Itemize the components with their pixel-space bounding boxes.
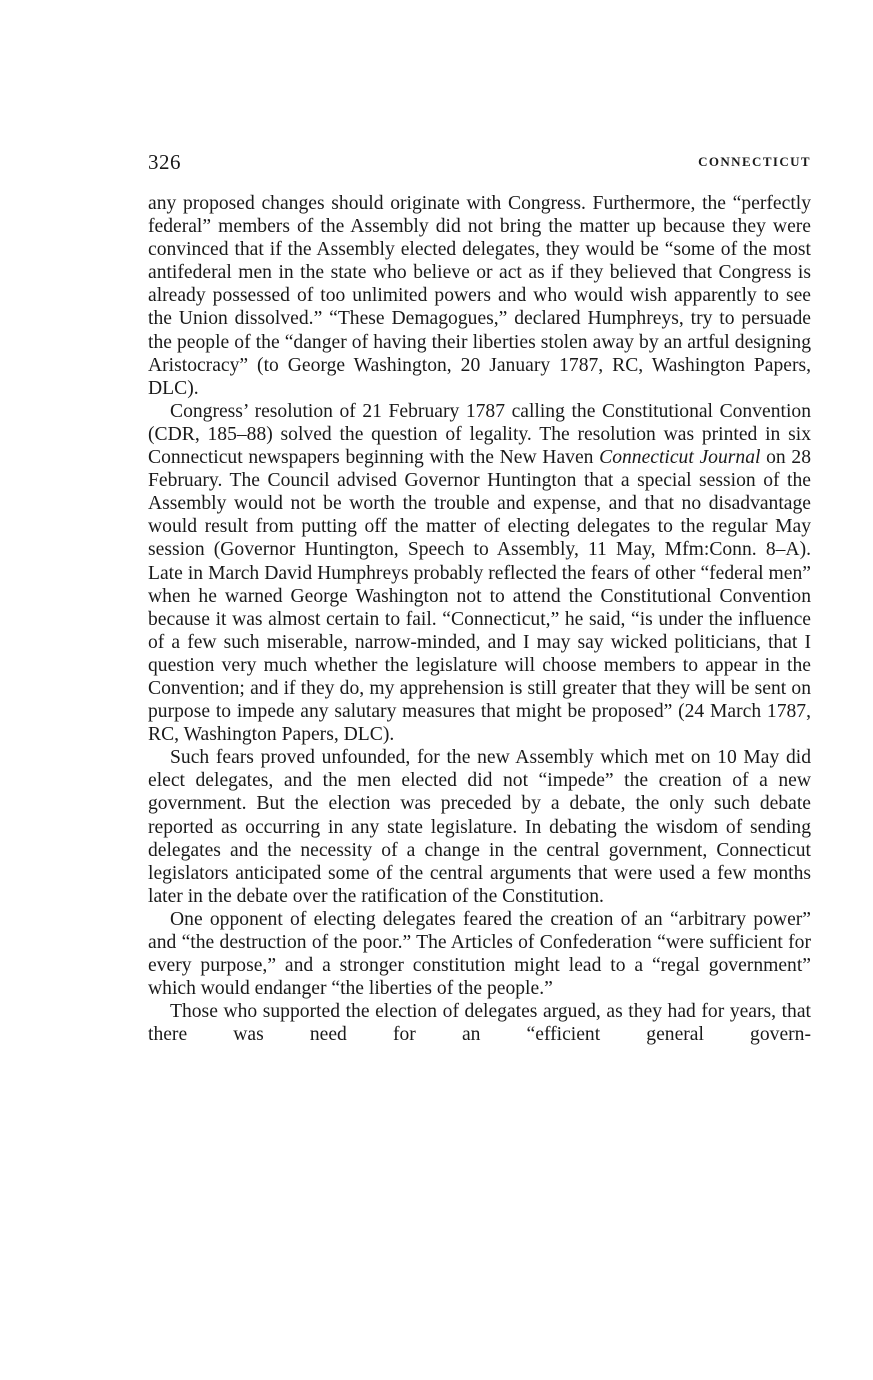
paragraph-2 [148,400,811,746]
page-number: 326 [148,150,181,174]
newspaper-title: Connecticut Journal [599,447,761,469]
body-text [148,192,811,1046]
running-head [148,150,811,178]
paragraph-1: any proposed changes should originate with Congress. Furthermore, the “perfectly federal” members of the Assembly did not bring the matter up because they were convinced that if the Assembly elected delegates, they would be “some of the most antifederal men in the state who believe or act as if they believed that Congress is already possessed of too unlimited powers and who would wish apparently to see the Union dissolved.” “These Demagogues,” declared Humphreys, try to persuade the people of the “danger of having their liberties stolen away by an artful designing Aristocracy” (to George Washington, 20 January 1787, RC, Washington Papers, DLC). [148,193,811,399]
paragraph-5: Those who supported the election of delegates argued, as they had for years, that there was need for an “efficient general govern- [148,1001,811,1046]
section-title: CONNECTICUT [698,154,811,169]
paragraph-2-text-before: Congress’ resolution of 21 February 1787 calling the Constitutional Convention (CDR, 185–88) solved the question of legality. The resolution was printed in six Connecticut newspapers beginning with the New Haven [148,400,811,469]
book-page [148,150,811,1046]
paragraph-2-text-after: on 28 February. The Council advised Governor Huntington that a special session of the Assembly would not be worth the trouble and expense, and that no disadvantage would result from putting off the matter of electing delegates to the regular May session (Governor Huntington, Speech to Assembly, 11 May, Mfm:Conn. 8–A). Late in March David Humphreys probably reflected the fears of other “federal men” when he warned George Washington not to attend the Constitutional Convention because it was almost certain to fail. “Connecticut,” he said, “is under the influence of a few such miserable, narrow-minded, and I may say wicked politicians, that I question very much whether the legislature will choose members to appear in the Convention; and if they do, my apprehension is still greater that they will be sent on purpose to impede any salutary measures that might be proposed” (24 March 1787, RC, Washington Papers, DLC). [148,447,811,746]
paragraph-4: One opponent of electing delegates feared the creation of an “arbitrary power” and “the destruction of the poor.” The Articles of Confederation “were sufficient for every purpose,” and a stronger constitution might lead to a “regal government” which would endanger “the liberties of the people.” [148,908,811,1000]
paragraph-3: Such fears proved unfounded, for the new Assembly which met on 10 May did elect delegates, and the men elected did not “impede” the creation of a new government. But the election was preceded by a debate, the only such debate reported as occurring in any state legislature. In debating the wisdom of sending delegates and the necessity of a change in the central government, Connecticut legislators anticipated some of the central arguments that were used a few months later in the debate over the ratification of the Constitution. [148,747,811,907]
